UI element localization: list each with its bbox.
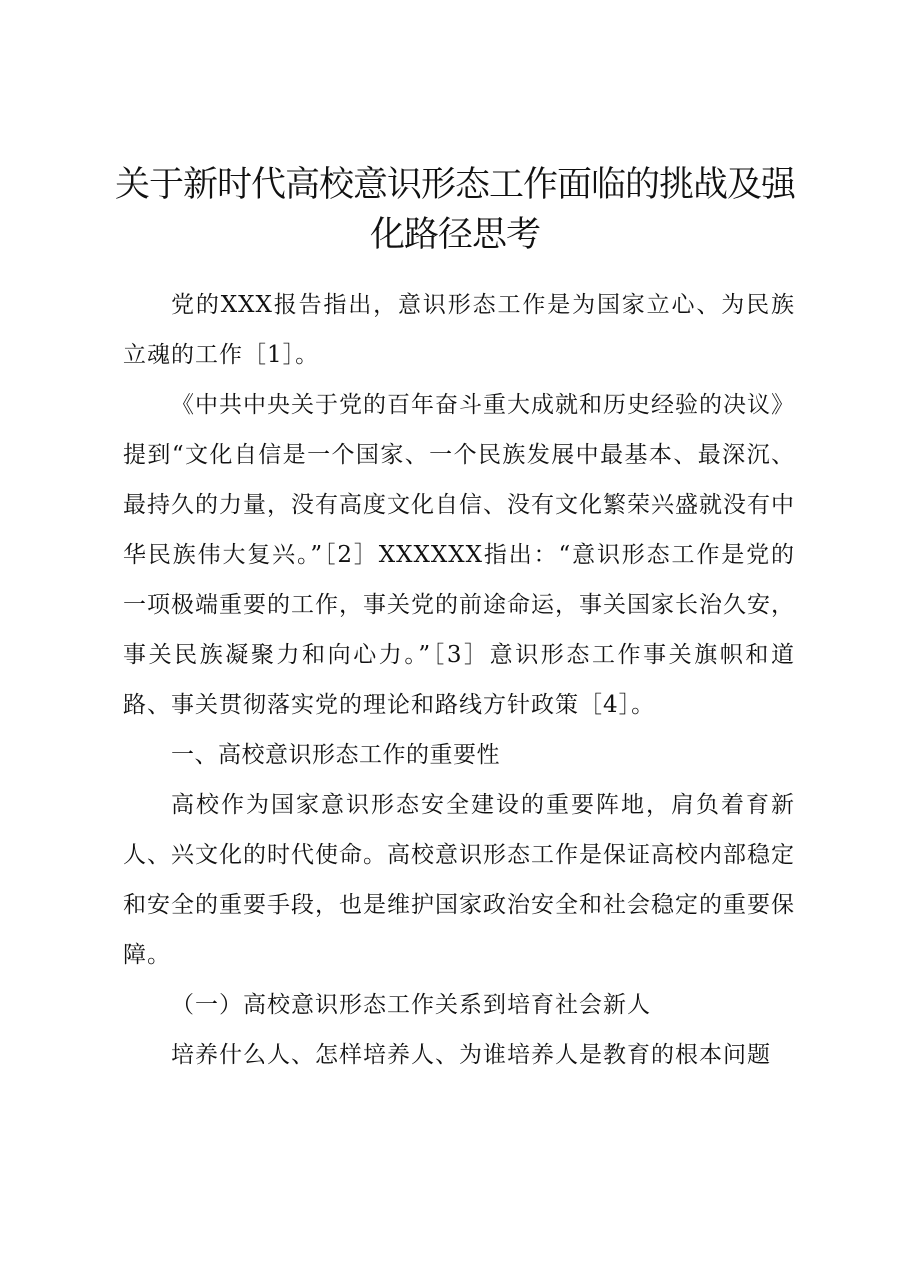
section-heading-importance: 一、高校意识形态工作的重要性 (171, 742, 500, 768)
intro-paragraph: 党的XXX报告指出，意识形态工作是为国家立心、为民族立魂的工作［1］。 (123, 292, 795, 368)
document-title: 关于新时代高校意识形态工作面临的挑战及强化路径思考 (114, 165, 795, 255)
subsection-heading-cultivating: （一）高校意识形态工作关系到培育社会新人 (171, 992, 651, 1018)
document-body (123, 280, 795, 1080)
subsection-cultivating-paragraph: 培养什么人、怎样培养人、为谁培养人是教育的根本问题 (171, 1042, 771, 1068)
section-importance-paragraph: 高校作为国家意识形态安全建设的重要阵地，肩负着育新人、兴文化的时代使命。高校意识形态工作是保证高校内部稳定和安全的重要手段，也是维护国家政治安全和社会稳定的重要保障。 (123, 792, 795, 968)
resolution-quote-paragraph: 《中共中央关于党的百年奋斗重大成就和历史经验的决议》提到“文化自信是一个国家、一个民族发展中最基本、最深沉、最持久的力量，没有高度文化自信、没有文化繁荣兴盛就没有中华民族伟大复兴。”［2］XXXXXX指出：“意识形态工作是党的一项极端重要的工作，事关党的前途命运，事关国家长治久安，事关民族凝聚力和向心力。”［3］意识形态工作事关旗帜和道路、事关贯彻落实党的理论和路线方针政策［4］。 (123, 392, 795, 718)
